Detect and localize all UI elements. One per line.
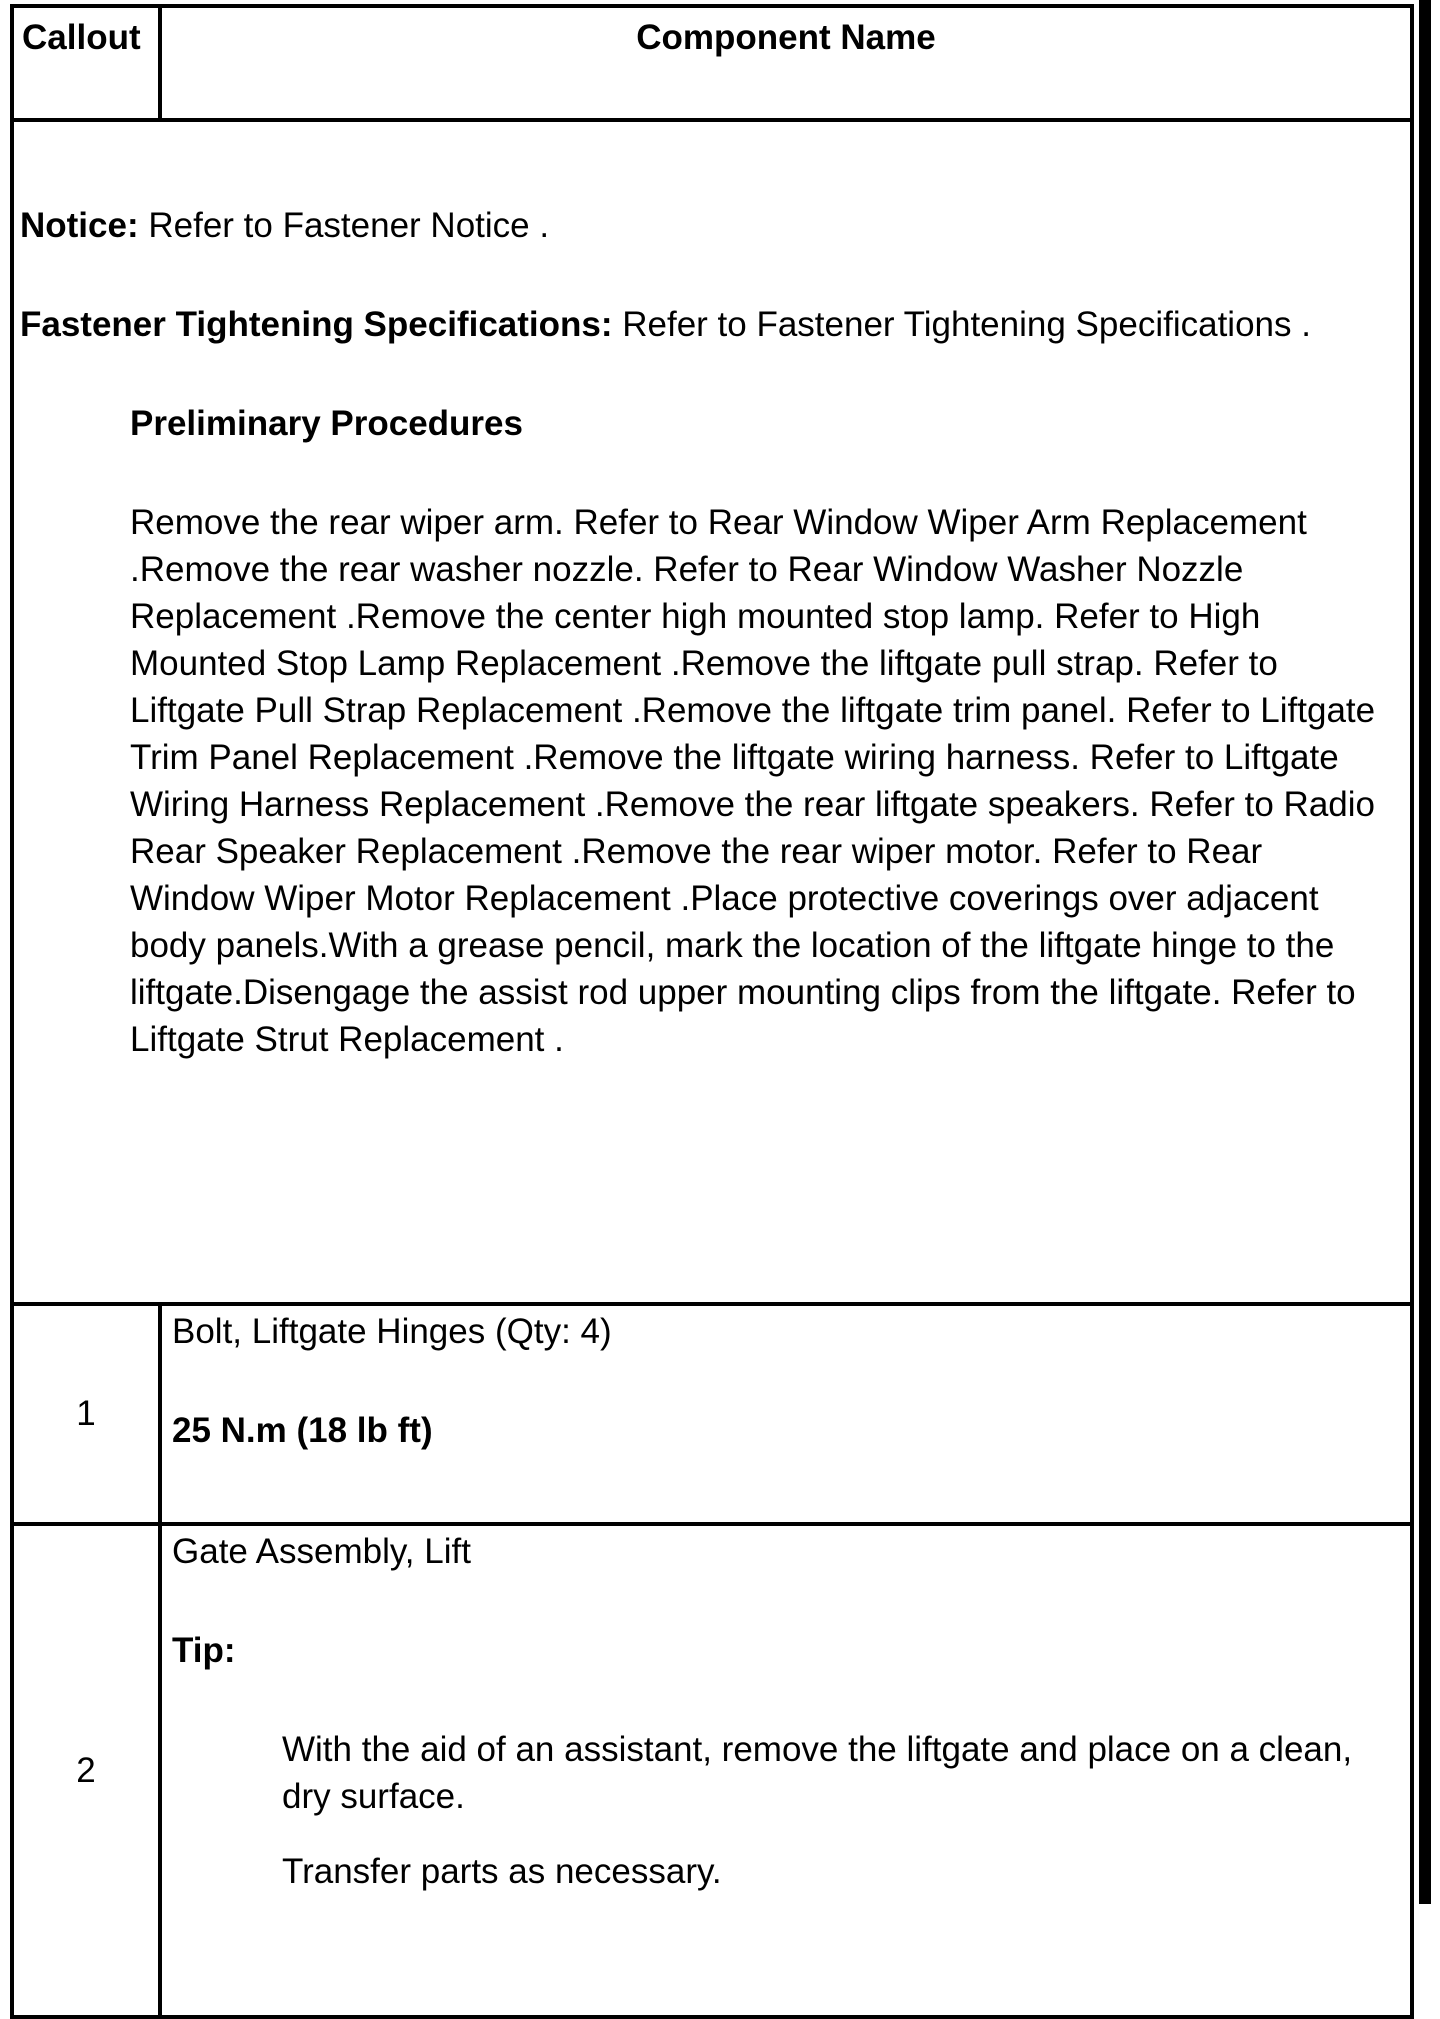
notice-label: Notice: bbox=[20, 206, 139, 245]
fastener-spec-text: Refer to Fastener Tightening Specifications . bbox=[612, 305, 1311, 344]
intro-row bbox=[12, 120, 1412, 1304]
component-description bbox=[160, 1304, 1412, 1524]
component-table bbox=[10, 4, 1414, 2019]
fastener-spec-paragraph bbox=[20, 301, 1400, 348]
tip-body bbox=[172, 1726, 1400, 1895]
preliminary-procedures-text: Remove the rear wiper arm. Refer to Rear Window Wiper Arm Replacement .Remove the rear washer nozzle. Refer to Rear Window Washer Nozzle Replacement .Remove the center high mounted stop lamp. Refer to High Mounted Stop Lamp Replacement .Remove the liftgate pull strap. Refer to Liftgate Pull Strap Replacement .Remove the liftgate trim panel. Refer to Liftgate Trim Panel Replacement .Remove the liftgate wiring harness. Refer to Liftgate Wiring Harness Replacement .Remove the rear liftgate speakers. Refer to Radio Rear Speaker Replacement .Remove the rear wiper motor. Refer to Rear Window Wiper Motor Replacement .Place protective coverings over adjacent body panels.With a grease pencil, mark the location of the liftgate hinge to the liftgate.Disengage the assist rod upper mounting clips from the liftgate. Refer to Liftgate Strut Replacement . bbox=[130, 503, 1376, 1059]
component-name: Gate Assembly, Lift bbox=[172, 1532, 471, 1571]
tip-text: With the aid of an assistant, remove the liftgate and place on a clean, dry surface. bbox=[282, 1730, 1353, 1816]
table-row bbox=[12, 1524, 1412, 2017]
component-name: Bolt, Liftgate Hinges (Qty: 4) bbox=[172, 1312, 612, 1351]
preliminary-procedures-title: Preliminary Procedures bbox=[130, 404, 523, 443]
tip-label: Tip: bbox=[172, 1631, 236, 1670]
notice-text: Refer to Fastener Notice . bbox=[138, 206, 550, 245]
callout-number: 1 bbox=[12, 1304, 160, 1524]
torque-spec: 25 N.m (18 lb ft) bbox=[172, 1411, 433, 1450]
component-description bbox=[160, 1524, 1412, 2017]
notice-paragraph bbox=[20, 202, 1400, 249]
header-component-name: Component Name bbox=[160, 6, 1412, 120]
header-callout: Callout bbox=[12, 6, 160, 120]
callout-number: 2 bbox=[12, 1524, 160, 2017]
table-row bbox=[12, 1304, 1412, 1524]
preliminary-procedures bbox=[20, 400, 1400, 1063]
table-header-row bbox=[12, 6, 1412, 120]
tip-text: Transfer parts as necessary. bbox=[282, 1852, 722, 1891]
intro-cell bbox=[12, 120, 1412, 1304]
fastener-spec-label: Fastener Tightening Specifications: bbox=[20, 305, 613, 344]
page-edge-bar bbox=[1419, 0, 1431, 1904]
